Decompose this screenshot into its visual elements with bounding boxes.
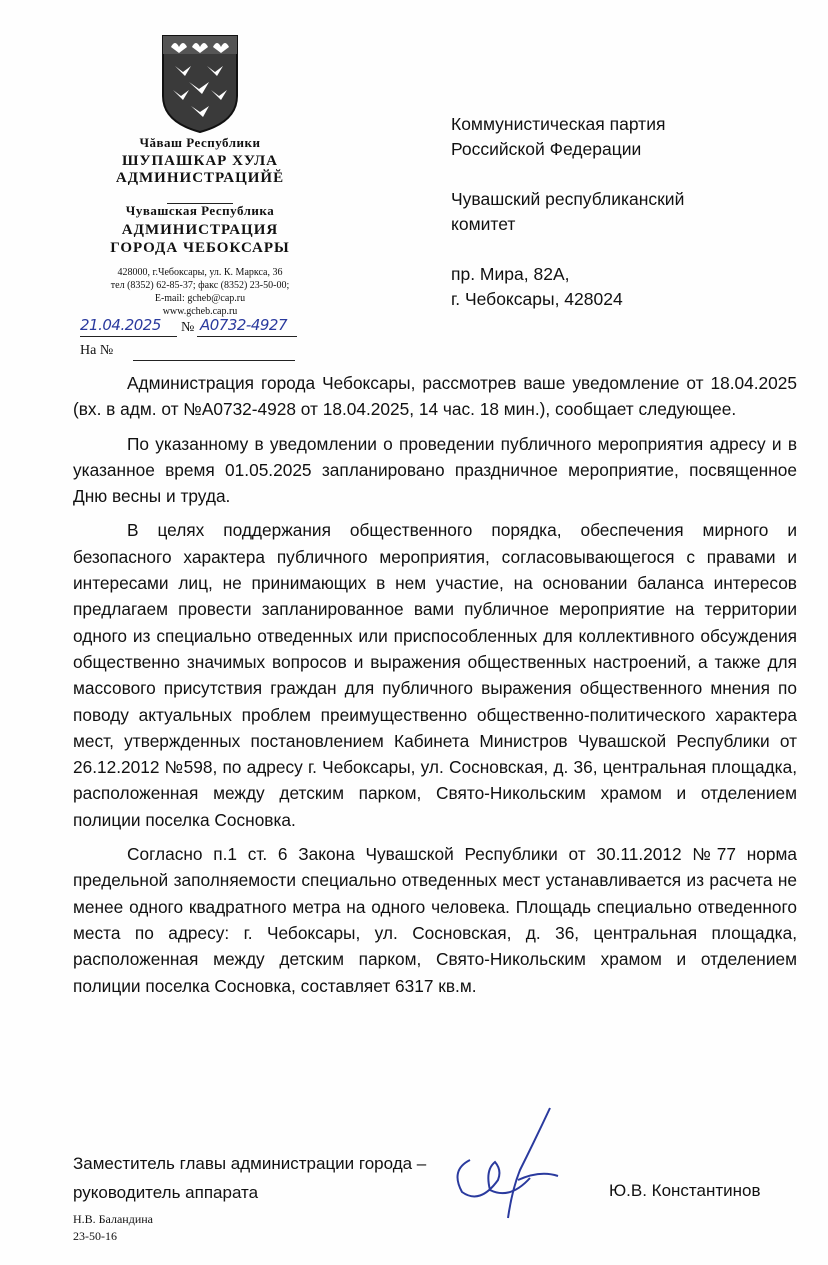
body-paragraph-4: Согласно п.1 ст. 6 Закона Чувашской Республики от 30.11.2012 №77 норма предельной заполняемости специально отведенных мест устанавливается из расчета не менее одного квадратного метра на одного человека. Площадь специально отведенного места по адресу: г. Чебоксары, ул. Сосновская, д. 36, центральная площадка, расположенная между детским парком, Свято-Никольским храмом и отделением полиции поселка Сосновка, составляет 6317 кв.м. bbox=[73, 844, 797, 996]
signatory-name: Ю.В. Константинов bbox=[609, 1181, 761, 1200]
addressee-line1: Коммунистическая партия bbox=[451, 114, 666, 134]
chuvash-admin-line1: ШУПАШКАР ХУЛА bbox=[122, 153, 278, 169]
body-paragraph-2: По указанному в уведомлении о проведении публичного мероприятия адресу и в указанное время 01.05.2025 запланировано праздничное мероприятие, посвященное Дню весны и труда. bbox=[73, 433, 797, 507]
russian-republic-label: Чувашская Республика bbox=[125, 203, 275, 218]
letter-body bbox=[73, 370, 797, 1007]
handwritten-reg-number: А0732-4927 bbox=[200, 316, 288, 334]
executor-block bbox=[73, 1211, 153, 1245]
body-paragraph-3: В целях поддержания общественного порядка, обеспечения мирного и безопасного характера публичного мероприятия, согласовывающегося с правами и интересами лиц, не принимающих в нем участие, на основании баланса интересов предлагаем провести запланированное вами публичное мероприятие на территории одного из специально отведенных или приспособленных для коллективного обсуждения общественно значимых вопросов и выражения общественных настроений, а также для массового присутствия граждан для публичного выражения общественного мнения по поводу актуальных проблем преимущественно общественно-политического характера мест, утвержденных постановлением Кабинета Министров Чувашской Республики от 26.12.2012 №598, по адресу г. Чебоксары, ул. Сосновская, д. 36, центральная площадка, расположенная между детским парком, Свято-Никольским храмом и отделением полиции поселка Сосновка. bbox=[73, 520, 797, 830]
body-paragraph-1: Администрация города Чебоксары, рассмотрев ваше уведомление от 18.04.2025 (вх. в адм. от №А0732-4928 от 18.04.2025, 14 час. 18 мин.), сообщает следующее. bbox=[73, 373, 797, 420]
executor-phone: 23-50-16 bbox=[73, 1229, 117, 1243]
addressee-line2: Российской Федерации bbox=[451, 139, 642, 159]
reg-number-underline bbox=[197, 336, 297, 337]
cheboksary-coat-of-arms-icon bbox=[161, 34, 239, 134]
letterhead-email: E-mail: gcheb@cap.ru bbox=[154, 293, 246, 304]
reply-number-label: На № bbox=[80, 343, 114, 358]
reg-date-underline bbox=[80, 336, 177, 337]
number-sign: № bbox=[181, 320, 195, 335]
handwritten-reg-date: 21.04.2025 bbox=[80, 316, 161, 334]
letterhead-address: 428000, г.Чебоксары, ул. К. Маркса, 36 bbox=[117, 267, 283, 278]
addressee-line5: пр. Мира, 82А, bbox=[451, 264, 570, 284]
addressee-line6: г. Чебоксары, 428024 bbox=[451, 289, 623, 309]
signatory-position-line2: руководитель аппарата bbox=[73, 1183, 259, 1202]
letterhead-website: www.gcheb.cap.ru bbox=[162, 306, 238, 317]
letterhead-phones: тел (8352) 62-85-37; факс (8352) 23-50-00; bbox=[110, 280, 290, 291]
addressee-line3: Чувашский республиканский bbox=[451, 189, 685, 209]
reply-number-underline bbox=[133, 360, 295, 361]
executor-name: Н.В. Баландина bbox=[73, 1212, 154, 1226]
chuvash-admin-line2: АДМИНИСТРАЦИЙĔ bbox=[115, 170, 285, 186]
handwritten-signature-icon bbox=[440, 1100, 570, 1220]
chuvash-republic-label: Чăваш Республики bbox=[139, 135, 261, 150]
signatory-position-line1: Заместитель главы администрации города – bbox=[73, 1154, 427, 1173]
addressee-line4: комитет bbox=[451, 214, 516, 234]
russian-admin-line2: ГОРОДА ЧЕБОКСАРЫ bbox=[110, 240, 290, 256]
russian-admin-line1: АДМИНИСТРАЦИЯ bbox=[121, 222, 279, 238]
